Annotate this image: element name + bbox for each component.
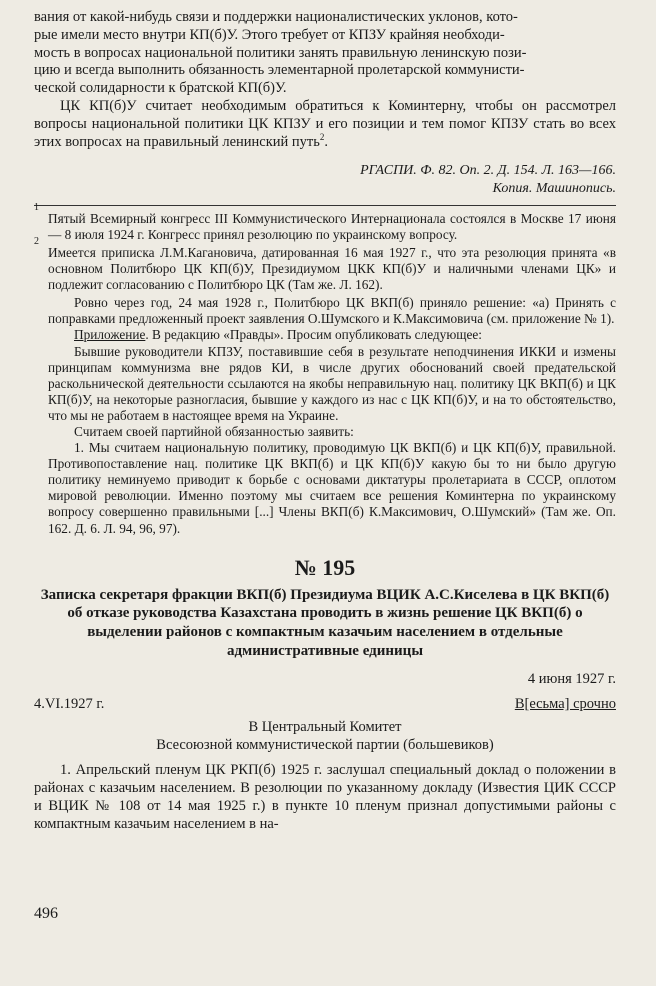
paragraph-text: 1. Апрельский пленум ЦК РКП(б) 1925 г. заслушал специальный доклад о положении в районах с казачьим населением. В резолюции по указанному докладу (Известия ЦИК СССР и ВЦИК № 108 от 14 мая 1925 г.) в пункте 10 пленум признал допустимыми районы с компактным казачьим населением в на- <box>34 762 616 832</box>
body-paragraph-1 <box>34 762 616 833</box>
document-number: № 195 <box>294 554 356 580</box>
appendix-label: Приложение <box>74 327 146 343</box>
footnote-2-continuation <box>34 295 616 536</box>
addressee-line: В Центральный Комитет <box>248 718 402 735</box>
header-row <box>34 696 616 713</box>
text-line: рые имели место внутри КП(б)У. Этого требует от КПЗУ крайняя необходи- <box>34 26 505 43</box>
footnote-text: Имеется приписка Л.М.Кагановича, датированная 16 мая 1927 г., что эта резолюция принята «в основном Политбюро ЦК КП(б)У, Президиумом ЦКК КП(б)У и наличными членами ЦК» и подлежит согласованию с Политбюро ЦК (Там же. Л. 162). <box>48 244 616 293</box>
archival-source <box>34 162 616 196</box>
document-page <box>34 0 616 834</box>
text-line: мость в вопросах национальной политики занять правильную ленинскую пози- <box>34 44 527 61</box>
footnote-2: 2 Имеется приписка Л.М.Кагановича, датированная 16 мая 1927 г., что эта резолюция принята «в основном Политбюро ЦК КП(б)У, Президиумом ЦКК КП(б)У и наличными членами ЦК» и подлежит согласованию с Политбюро ЦК (Там же. Л. 162). <box>34 235 616 293</box>
source-copy-note: Копия. Машинопись. <box>492 180 616 196</box>
footnote-paragraph: Бывшие руководители КПЗУ, поставившие себя в результате неподчинения ИККИ и измены принципам коммунизма вне рядов КИ, в числе других обоснований своей предательской раскольнической деятельности ссылаются на якобы неправильную нац. политику ЦК ВКП(б) и ЦК КП(б)У, на некоторые разногласия, бывшие у каждого из нас с ЦК КП(б)У, и на то обстоятельство, что мы не работаем в настоящее время на Украине. <box>48 343 616 423</box>
footnote-text: Пятый Всемирный конгресс III Коммунистического Интернационала состоялся в Москве 17 июня — 8 июля 1924 г. Конгресс принял резолюцию по украинскому вопросу. <box>48 210 616 242</box>
document-title: Записка секретаря фракции ВКП(б) Президиума ВЦИК А.С.Киселева в ЦК ВКП(б) об отказе руководства Казахстана проводить в жизнь решение ЦК ВКП(б) о выделении районов с компактным казачьим населением в отдельные административные единицы <box>40 586 610 660</box>
footnote-divider <box>34 205 616 206</box>
text-line: цию и всегда выполнить обязанность элементарной пролетарской коммунисти- <box>34 62 525 79</box>
date-left: 4.VI.1927 г. <box>34 695 105 712</box>
addressee <box>34 719 616 755</box>
text-line: ческой солидарности к братской КП(б)У. <box>34 80 287 97</box>
paragraph-text: ЦК КП(б)У считает необходимым обратиться к Коминтерну, чтобы он рассмотрел вопросы национальной политики ЦК КПЗУ и его позиции и тем помог КПЗУ стать во всех этих вопросах на правильный ленинский путь <box>34 97 616 150</box>
paragraph-comintern-appeal: ЦК КП(б)У считает необходимым обратиться к Коминтерну, чтобы он рассмотрел вопросы национальной политики ЦК КПЗУ и его позиции и тем помог КПЗУ стать во всех этих вопросах на правильный ленинский путь$^2$. <box>34 97 616 150</box>
source-reference: РГАСПИ. Ф. 82. Оп. 2. Д. 154. Л. 163—166. <box>360 163 616 179</box>
footnote-paragraph: Ровно через год, 24 мая 1928 г., Политбюро ЦК ВКП(б) приняло решение: «а) Принять с поправками предложенный проект заявления О.Шумского и К.Максимовича (см. приложение № 1). <box>48 295 616 327</box>
text-line: вания от какой-нибудь связи и поддержки националистических уклонов, кото- <box>34 9 518 25</box>
page-number: 496 <box>34 905 58 922</box>
urgency-mark: В[есьма] срочно <box>514 695 616 712</box>
appendix-text: . В редакцию «Правды». Просим опубликовать следующее: <box>145 327 483 343</box>
footnote-paragraph: 1. Мы считаем национальную политику, проводимую ЦК ВКП(б) и ЦК КП(б)У, правильной. Противопоставление нац. политике ЦК ВКП(б) и ЦК КП(б)У какую бы то ни было другую политику неминуемо приводит к борьбе с основами диктатуры пролетариата в СССР, оплотом мировой революции. Именно поэтому мы считаем все решения Коминтерна по украинскому вопросу совершенно правильными [...] Члены ВКП(б) К.Максимович, О.Шумский» (Там же. Оп. 162. Д. 6. Л. 94, 96, 97). <box>48 440 616 536</box>
footnote-paragraph <box>48 327 616 343</box>
footnotes <box>34 201 616 537</box>
footnote-paragraph: Считаем своей партийной обязанностью заявить: <box>74 424 354 439</box>
addressee-line: Всесоюзной коммунистической партии (большевиков) <box>156 736 494 753</box>
footnote-ref: 2 <box>319 131 325 142</box>
footnote-1: 1 Пятый Всемирный конгресс III Коммунистического Интернационала состоялся в Москве 17 июня — 8 июля 1924 г. Конгресс принял резолюцию по украинскому вопросу. <box>34 201 616 242</box>
document-date: 4 июня 1927 г. <box>527 670 616 687</box>
top-continuation-paragraph <box>34 9 616 98</box>
